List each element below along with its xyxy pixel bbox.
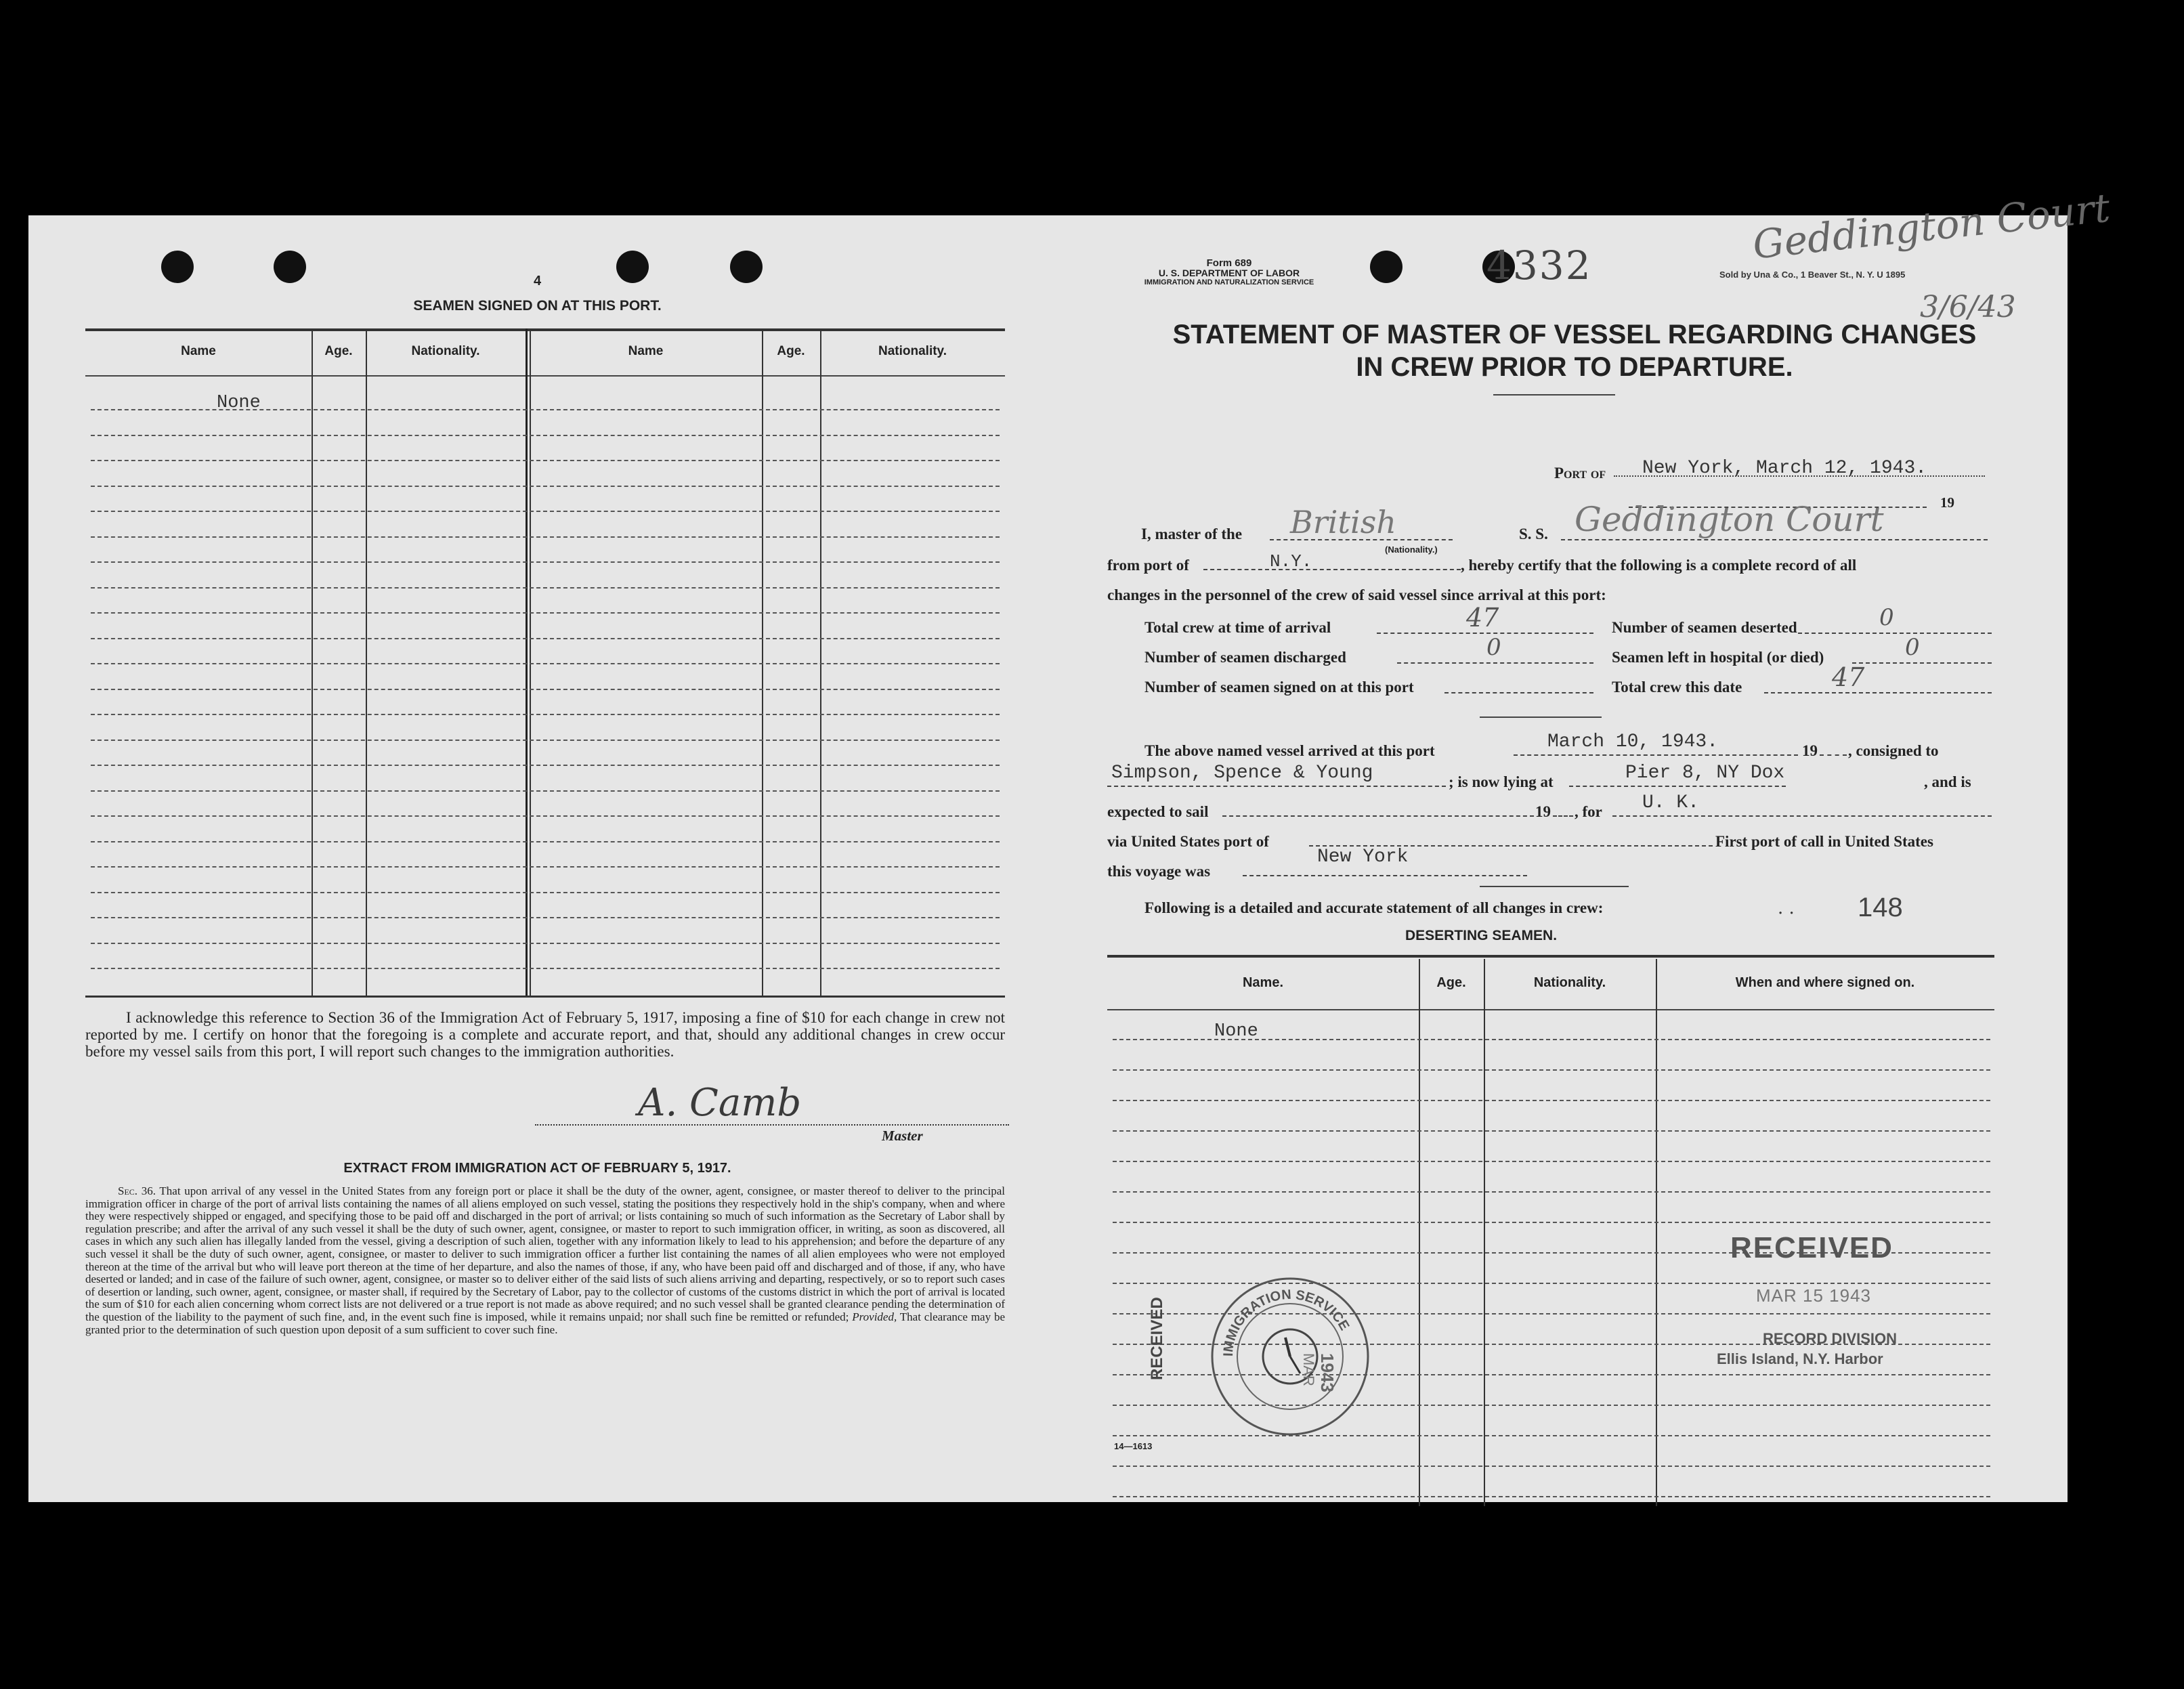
expected-year: 19 <box>1535 803 1551 820</box>
changes-text: changes in the personnel of the crew of said vessel since arrival at this port: <box>1107 586 1606 603</box>
round-stamp <box>1205 1272 1375 1441</box>
table-row-line <box>91 841 1000 842</box>
table-row-line <box>91 892 1000 893</box>
seamen-signed-field <box>1444 672 1593 693</box>
table-row-line <box>91 790 1000 792</box>
hospital-field <box>1852 642 1992 664</box>
form-number: Form 689 <box>1206 257 1252 269</box>
lying-value: Pier 8, NY Dox <box>1625 763 1785 784</box>
page-number: 4 <box>533 274 542 288</box>
column-divider <box>312 328 313 996</box>
expected-field <box>1222 795 1534 817</box>
extract-title: EXTRACT FROM IMMIGRATION ACT OF FEBRUARY 5, 1917. <box>343 1161 731 1176</box>
following-text: Following is a detailed and accurate statement of all changes in crew: <box>1144 899 1604 916</box>
round-stamp-month: MAR <box>1300 1353 1317 1386</box>
column-header-nationality: Nationality. <box>878 344 947 358</box>
from-port-label: from port of <box>1107 557 1189 574</box>
table-row-line <box>91 740 1000 741</box>
table-row-line <box>91 663 1000 664</box>
table-row-line <box>91 714 1000 715</box>
table-row-line <box>1113 1191 1990 1193</box>
master-label: I, master of the <box>1141 526 1243 542</box>
ship-name-value: Geddington Court <box>1575 500 1884 539</box>
column-header-name: Name <box>628 344 664 358</box>
table-row-line <box>91 917 1000 918</box>
column-header-name: Name. <box>1242 975 1284 990</box>
column-header-age: Age. <box>777 344 805 358</box>
seamen-deserted-label: Number of seamen deserted <box>1612 619 1797 636</box>
nationality-caption: (Nationality.) <box>1385 544 1438 555</box>
stamped-number: 4332 <box>1486 242 1592 288</box>
table-bottom-rule <box>85 996 1005 998</box>
ss-label: S. S. <box>1519 526 1548 542</box>
and-is-text: , and is <box>1924 773 1971 790</box>
table-top-rule <box>1107 955 1994 958</box>
column-divider <box>762 328 763 996</box>
table-row-line <box>1113 1161 1990 1162</box>
voyage-label: this voyage was <box>1107 863 1211 880</box>
table-row-line <box>1113 1069 1990 1071</box>
received-stamp: RECEIVED <box>1730 1231 1893 1264</box>
voyage-rule <box>1480 886 1629 887</box>
table-row-line <box>91 689 1000 690</box>
table-row-line <box>91 511 1000 512</box>
extract-proviso-word: Provided, <box>852 1310 897 1323</box>
year-prefix: 19 <box>1940 494 1954 511</box>
expected-year-field <box>1553 795 1573 817</box>
nationality-value: British <box>1290 504 1396 540</box>
handwritten-ship-name: Geddington Court <box>1751 184 2112 268</box>
department-name: U. S. DEPARTMENT OF LABOR <box>1158 268 1300 278</box>
round-stamp-received: RECEIVED <box>1148 1297 1166 1380</box>
acknowledgment-text: I acknowledge this reference to Section 36 of the Immigration Act of February 5, 1917, imposing a fine of $10 for each change in crew not reported by me. I certify on honor that the foregoing is a complete and accurate report, and that, should any additional changes in crew occur before my vessel sails from this port, I will report such changes to the immigration authorities. <box>85 1009 1005 1060</box>
deserting-title: DESERTING SEAMEN. <box>1405 928 1558 943</box>
handwritten-number: 148 <box>1858 893 1903 922</box>
title-line-2: IN CREW PRIOR TO DEPARTURE. <box>1356 352 1793 382</box>
table-row-line <box>91 460 1000 461</box>
extract-body: That upon arrival of any vessel in the United States from any foreign port or place it shall be the duty of the owner, agent, consignee, or master thereof to deliver to the principal immigration officer in charge of the port of arrival lists containing the names of all aliens employed on such vessel, stating the positions they respectively hold in the ship's company, when and where they were respectively shipped or engaged, and specifying those to be paid off and discharged in the port of arrival; or lists containing so much of such information as the Secretary of Labor shall by regulation prescribe; and after the arrival of any such vessel it shall be the duty of such owner, agent, consignee, or master to report to such immigration officer, in writing, as soon as discovered, all cases in which any such alien has illegally landed from the vessel, giving a description of such alien, together with any information likely to lead to his apprehension; and before the departure of any such vessel it shall be the duty of such owner, agent, consignee, or master to deliver to such immigration officer a further list containing the names of all alien employees who were not employed thereon at the time of the arrival but who will leave port thereon at the time of her departure, and also the names of those, if any, who have been paid off and discharged and of those, if any, who have deserted or landed; and in case of the failure of such owner, agent, consignee, or master so to deliver either of the said lists of such aliens arriving and departing, respectively, or so to report such cases of desertion or landing, such owner, agent, consignee, or master shall, if required by the Secretary of Labor, pay to the collector of customs of the customs district in which the port of arrival is located the sum of $10 for each alien concerning whom correct lists are not delivered or a true report is not made as above required; and no such vessel shall be granted clearance pending the determination of the question of the liability to the payment of such fine, and, in the event such fine is imposed, while it remains unpaid; nor shall such fine be remitted or refunded; <box>85 1184 1005 1323</box>
handwritten-date: 3/6/43 <box>1920 290 2016 324</box>
column-divider <box>1656 959 1657 1506</box>
via-field <box>1309 825 1713 847</box>
port-label: Port of <box>1554 465 1606 482</box>
from-port-field <box>1203 549 1461 570</box>
column-divider <box>366 328 367 996</box>
expected-label: expected to sail <box>1107 803 1209 820</box>
for-value: U. K. <box>1642 792 1700 813</box>
table-row-line <box>91 765 1000 766</box>
title-rule <box>1493 394 1615 395</box>
column-header-nationality: Nationality. <box>1533 975 1606 990</box>
round-stamp-text: IMMIGRATION SERVICE <box>1220 1287 1352 1357</box>
form-code: 14—1613 <box>1114 1441 1153 1451</box>
column-divider <box>1484 959 1485 1506</box>
hospital-label: Seamen left in hospital (or died) <box>1612 649 1824 666</box>
column-header-signed-on: When and where signed on. <box>1735 975 1915 990</box>
extract-section-label: Sec. 36. <box>118 1184 156 1197</box>
table-header-rule <box>85 375 1005 377</box>
hospital-value: 0 <box>1905 634 1920 661</box>
round-stamp-seal-icon <box>1205 1272 1375 1441</box>
arrived-value: March 10, 1943. <box>1547 731 1719 752</box>
round-stamp-year: 1943 <box>1317 1353 1337 1392</box>
table-entry: None <box>1214 1021 1258 1042</box>
table-row-line <box>1113 1130 1990 1132</box>
table-row-line <box>91 587 1000 589</box>
seamen-deserted-field <box>1798 612 1992 634</box>
arrived-label: The above named vessel arrived at this port <box>1144 742 1435 759</box>
lying-label: ; is now lying at <box>1449 773 1554 790</box>
right-page <box>1046 184 2112 1502</box>
first-port-label: First port of call in United States <box>1715 833 1933 850</box>
consigned-year-field <box>1820 734 1847 756</box>
certify-text: , hereby certify that the following is a complete record of all <box>1461 557 1857 574</box>
column-header-name: Name <box>181 344 216 358</box>
port-value: New York, March 12, 1943. <box>1642 458 1927 479</box>
table-row-line <box>91 866 1000 868</box>
table-row-line <box>91 486 1000 487</box>
column-divider <box>530 328 531 996</box>
total-crew-arrival-value: 47 <box>1466 603 1499 633</box>
consignee-value: Simpson, Spence & Young <box>1111 763 1373 784</box>
title-line-1: STATEMENT OF MASTER OF VESSEL REGARDING CHANGES <box>1172 320 1977 349</box>
table-row-line <box>1113 1222 1990 1223</box>
column-divider <box>1419 959 1420 1506</box>
table-row-line <box>91 612 1000 614</box>
column-header-nationality: Nationality. <box>411 344 480 358</box>
table-row-line <box>1113 1496 1990 1497</box>
sold-by: Sold by Una & Co., 1 Beaver St., N. Y. U 1895 <box>1719 270 1906 280</box>
column-divider <box>526 328 528 996</box>
consigned-year: 19 <box>1802 742 1818 759</box>
extract-proviso: That clearance may be granted prior to the determination of such question upon deposit of a sum sufficient to cover such fine. <box>85 1310 1005 1336</box>
column-header-age: Age. <box>1436 975 1466 990</box>
form-header <box>1141 259 1317 287</box>
total-crew-date-value: 47 <box>1832 662 1865 692</box>
extract-text <box>85 1185 1005 1336</box>
service-name: IMMIGRATION AND NATURALIZATION SERVICE <box>1144 278 1314 286</box>
table-row-line <box>1113 1100 1990 1101</box>
total-crew-date-label: Total crew this date <box>1612 679 1742 696</box>
section-title: SEAMEN SIGNED ON AT THIS PORT. <box>413 298 662 314</box>
for-label: , for <box>1575 803 1602 820</box>
signature-caption: Master <box>882 1128 923 1144</box>
via-label: via United States port of <box>1107 833 1269 850</box>
table-header-rule <box>1107 1009 1994 1010</box>
seamen-discharged-label: Number of seamen discharged <box>1144 649 1346 666</box>
seamen-discharged-value: 0 <box>1486 634 1501 661</box>
table-top-rule <box>85 328 1005 331</box>
tick-marks: · · <box>1778 903 1795 924</box>
seamen-signed-label: Number of seamen signed on at this port <box>1144 679 1414 696</box>
table-row-line <box>91 536 1000 538</box>
seamen-deserted-value: 0 <box>1879 604 1894 631</box>
signature: A. Camb <box>638 1081 802 1125</box>
punch-hole <box>1370 251 1403 283</box>
table-row-line <box>91 943 1000 944</box>
table-row-line <box>91 815 1000 817</box>
from-port-value: N.Y. <box>1270 551 1312 572</box>
table-entry: None <box>217 393 261 413</box>
column-divider <box>820 328 821 996</box>
column-header-age: Age. <box>324 344 353 358</box>
table-row-line <box>91 968 1000 969</box>
record-division: RECORD DIVISION <box>1763 1330 1898 1347</box>
left-page <box>28 215 1046 1502</box>
total-crew-date-field <box>1764 672 1992 693</box>
consigned-label: , consigned to <box>1848 742 1939 759</box>
table-row-line <box>91 638 1000 639</box>
stats-rule <box>1480 717 1602 718</box>
voyage-value: New York <box>1317 847 1409 868</box>
ellis-island: Ellis Island, N.Y. Harbor <box>1717 1350 1883 1367</box>
table-row-line <box>1113 1466 1990 1467</box>
total-crew-arrival-label: Total crew at time of arrival <box>1144 619 1331 636</box>
received-date: MAR 15 1943 <box>1756 1285 1871 1306</box>
table-row-line <box>91 435 1000 436</box>
page-title <box>1107 318 2042 383</box>
table-row-line <box>91 561 1000 563</box>
